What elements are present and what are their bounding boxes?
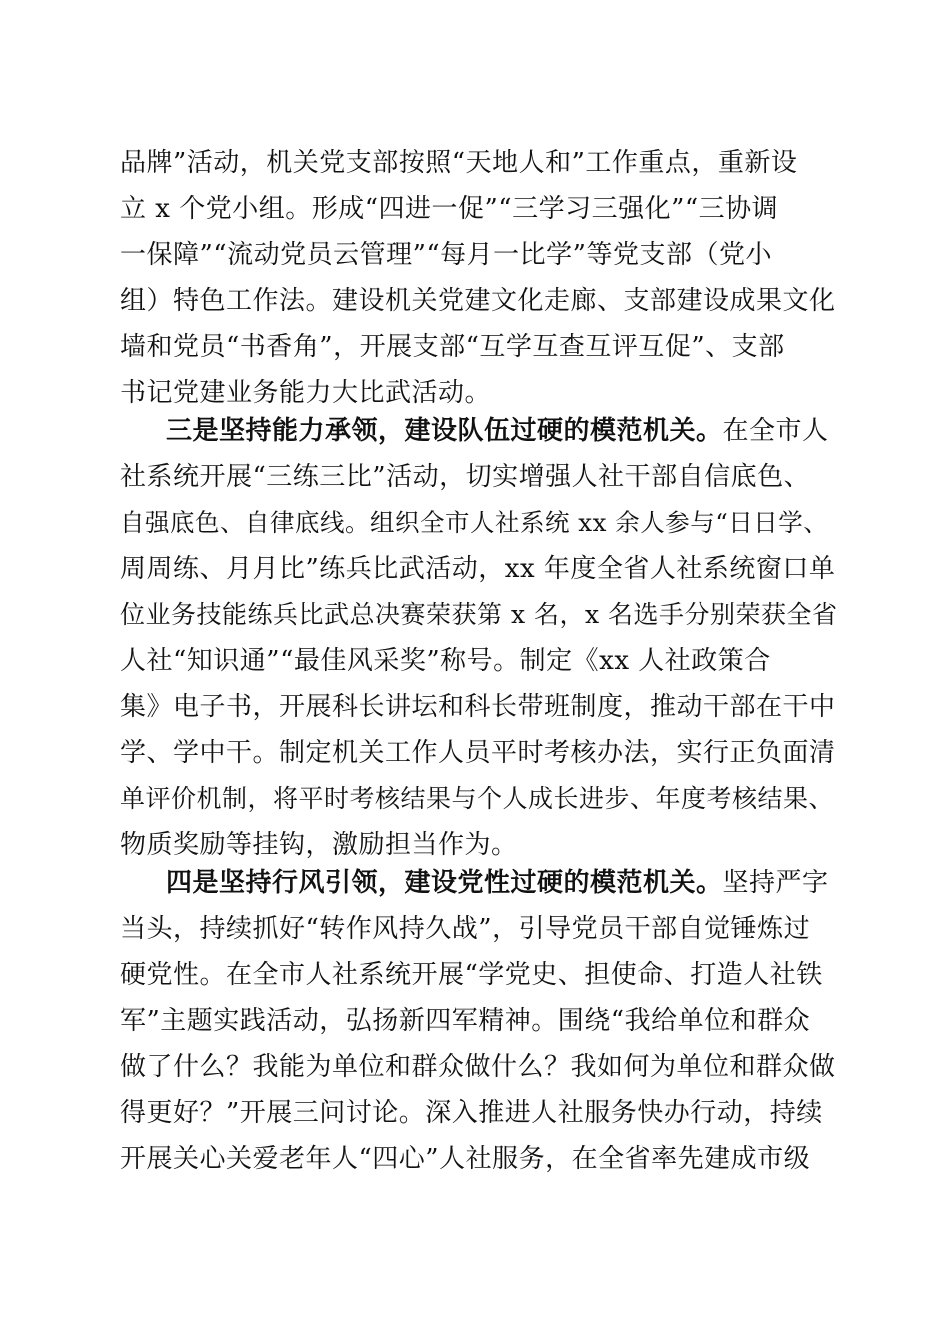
paragraph-3-line-4: 军”主题实践活动，弘扬新四军精神。围绕“我给单位和群众 bbox=[120, 1006, 811, 1036]
paragraph-2-line-2: 社系统开展“三练三比”活动，切实增强人社干部自信底色、 bbox=[120, 462, 811, 492]
paragraph-2-line-9: 单评价机制，将平时考核结果与个人成长进步、年度考核结果、 bbox=[120, 784, 835, 813]
paragraph-3-line-7: 开展关心关爱老年人“四心”人社服务，在全省率先建成市级 bbox=[120, 1144, 811, 1174]
paragraph-1-line-4: 组）特色工作法。建设机关党建文化走廊、支部建设成果文化 bbox=[120, 286, 836, 316]
paragraph-3-line-5: 做了什么？我能为单位和群众做什么？我如何为单位和群众做 bbox=[120, 1052, 836, 1082]
paragraph-1-line-5: 墙和党员“书香角”，开展支部“互学互查互评互促”、支部 bbox=[120, 332, 785, 362]
paragraph-2-line-8: 学、学中干。制定机关工作人员平时考核办法，实行正负面清 bbox=[120, 738, 836, 768]
paragraph-2-heading: 三是坚持能力承领，建设队伍过硬的模范机关。 bbox=[166, 416, 723, 446]
paragraph-2-line-6: 人社“知识通”“最佳风采奖”称号。制定《xx 人社政策合 bbox=[120, 646, 771, 676]
paragraph-1-line-3: 一保障”“流动党员云管理”“每月一比学”等党支部（党小 bbox=[120, 240, 772, 270]
paragraph-3-line-3: 硬党性。在全市人社系统开展“学党史、担使命、打造人社铁 bbox=[120, 960, 823, 990]
paragraph-2-line-7: 集》电子书，开展科长讲坛和科长带班制度，推动干部在干中 bbox=[120, 692, 836, 722]
paragraph-3-line-6: 得更好？”开展三问讨论。深入推进人社服务快办行动，持续 bbox=[120, 1098, 823, 1128]
paragraph-2-line-1 bbox=[166, 413, 829, 449]
paragraph-2-line-10: 物质奖励等挂钩，激励担当作为。 bbox=[120, 830, 518, 860]
paragraph-3-first-line-rest: 坚持严字 bbox=[722, 868, 829, 898]
paragraph-3-line-1 bbox=[166, 865, 829, 901]
paragraph-1-line-1: 品牌”活动，机关党支部按照“天地人和”工作重点，重新设 bbox=[120, 148, 798, 178]
paragraph-2-line-4: 周周练、月月比”练兵比武活动，xx 年度全省人社系统窗口单 bbox=[120, 554, 836, 584]
paragraph-2-line-3: 自强底色、自律底线。组织全市人社系统 xx 余人参与“日日学、 bbox=[120, 508, 829, 537]
paragraph-1-line-2: 立 x 个党小组。形成“四进一促”“三学习三强化”“三协调 bbox=[120, 194, 779, 224]
paragraph-2-first-line-rest: 在全市人 bbox=[722, 416, 829, 446]
paragraph-1-line-6: 书记党建业务能力大比武活动。 bbox=[120, 378, 492, 408]
paragraph-3-heading: 四是坚持行风引领，建设党性过硬的模范机关。 bbox=[166, 868, 723, 898]
paragraph-3-line-2: 当头，持续抓好“转作风持久战”，引导党员干部自觉锤炼过 bbox=[120, 914, 811, 944]
paragraph-2-line-5: 位业务技能练兵比武总决赛荣获第 x 名，x 名选手分别荣获全省 bbox=[120, 600, 838, 629]
